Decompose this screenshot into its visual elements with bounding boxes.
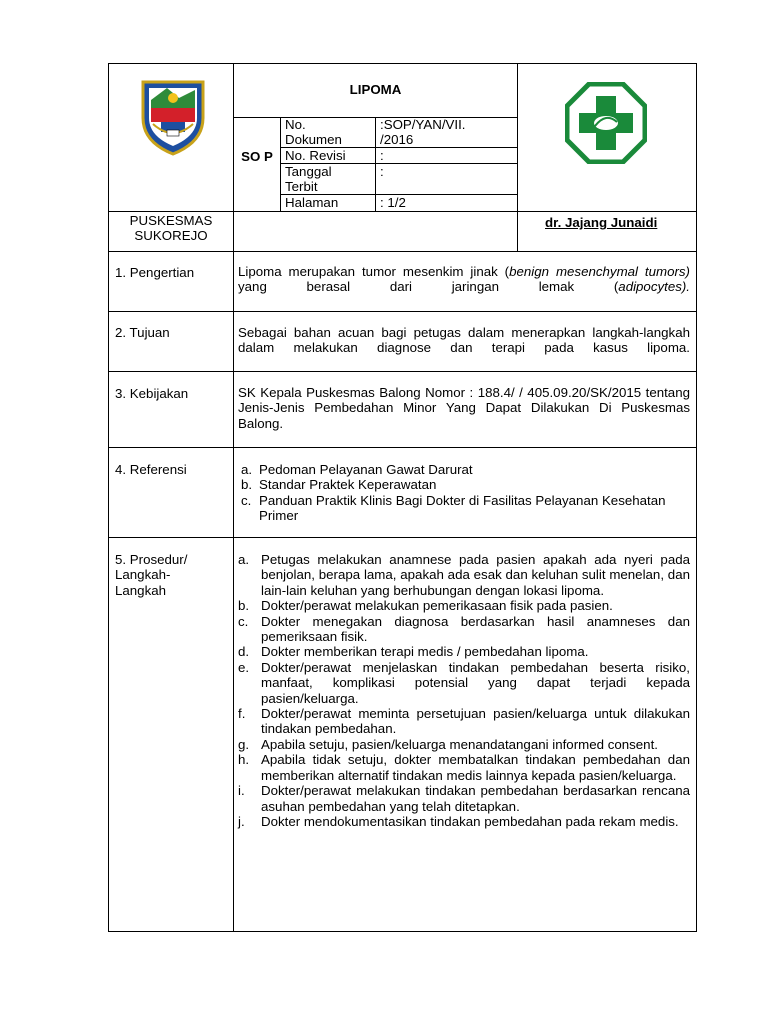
pengertian-text xyxy=(238,264,690,310)
list-item-text: Dokter memberikan terapi medis / pembedahan lipoma. xyxy=(261,644,589,660)
pengertian-text-c: yang berasal dari jaringan lemak ( xyxy=(238,279,619,295)
list-marker: c. xyxy=(238,613,249,629)
list-item-text: Petugas melakukan anamnese pada pasien apakah ada nyeri pada benjolan, berapa lama, apakah ada esak dan keluhan sulit menelan, dan lain-lain keluhan yang berhubungan dengan lokasi lipoma. xyxy=(261,552,690,598)
field-no-revisi-value: : xyxy=(380,148,384,163)
list-item-text: Panduan Praktik Klinis Bagi Dokter di Fasilitas Pelayanan Kesehatan Primer xyxy=(259,492,666,524)
tujuan-text: Sebagai bahan acuan bagi petugas dalam menerapkan langkah-langkah dalam melakukan diagnose dan terapi pada kasus lipoma. xyxy=(238,325,690,356)
section-label-referensi: 4. Referensi xyxy=(115,462,187,477)
prosedur-list xyxy=(238,552,690,829)
list-item-text: Pedoman Pelayanan Gawat Darurat xyxy=(259,462,473,477)
signatory-name xyxy=(545,215,695,230)
list-item-text: Dokter/perawat meminta persetujuan pasien/keluarga untuk dilakukan tindakan pembedahan. xyxy=(261,706,690,737)
signatory-text: dr. Jajang Junaidi xyxy=(545,215,658,230)
section-label-kebijakan: 3. Kebijakan xyxy=(115,386,189,401)
list-item-text: Dokter/perawat menjelaskan tindakan pembedahan beserta risiko, manfaat, komplikasi potensial yang dapat terjadi kepada pasien/keluarga. xyxy=(261,659,690,706)
regional-emblem-logo xyxy=(137,78,209,156)
sop-label: SO P xyxy=(241,149,273,164)
list-marker: c. xyxy=(241,492,252,508)
list-item xyxy=(241,462,681,477)
puskesmas-logo xyxy=(565,82,647,164)
pengertian-term-benign: benign mesenchymal tumors) xyxy=(509,264,690,279)
pengertian-text-a: Lipoma merupakan tumor mesenkim jinak ( xyxy=(238,264,510,279)
list-marker: h. xyxy=(238,752,250,768)
list-item-text: Dokter mendokumentasikan tindakan pembedahan pada rekam medis. xyxy=(261,813,679,829)
list-marker: b. xyxy=(238,598,250,614)
pengertian-term-adipocytes: adipocytes). xyxy=(618,279,690,295)
list-item xyxy=(238,783,690,814)
list-marker: e. xyxy=(238,659,250,675)
org-name: PUSKESMAS SUKOREJO xyxy=(129,213,213,244)
document-title: LIPOMA xyxy=(349,82,402,97)
list-marker: a. xyxy=(241,462,253,477)
list-item xyxy=(241,477,681,492)
list-marker: f. xyxy=(238,706,246,722)
list-item xyxy=(238,706,690,737)
field-tanggal-terbit-label: Tanggal Terbit xyxy=(285,164,332,195)
section-label-tujuan: 2. Tujuan xyxy=(115,325,170,340)
list-item xyxy=(238,614,690,645)
list-item xyxy=(238,752,690,783)
field-tanggal-terbit-value: : xyxy=(380,164,384,179)
field-halaman-value: : 1/2 xyxy=(380,195,406,210)
list-item xyxy=(238,552,690,598)
section-label-prosedur: 5. Prosedur/ Langkah- Langkah xyxy=(115,552,188,598)
list-item xyxy=(238,660,690,706)
section-label-pengertian: 1. Pengertian xyxy=(115,265,195,280)
list-item xyxy=(238,644,690,659)
list-marker: j. xyxy=(238,813,245,829)
list-item-text: Dokter/perawat melakukan tindakan pembedahan berdasarkan rencana asuhan pembedahan yang telah ditetapkan. xyxy=(261,783,690,814)
list-marker: a. xyxy=(238,552,250,567)
list-marker: d. xyxy=(238,644,250,660)
list-item-text: Standar Praktek Keperawatan xyxy=(259,477,437,493)
field-no-dokumen-label: No. Dokumen xyxy=(285,117,342,148)
referensi-list xyxy=(241,462,681,524)
list-item xyxy=(241,493,681,524)
list-item-text: Apabila setuju, pasien/keluarga menandatangani informed consent. xyxy=(261,736,658,752)
list-item xyxy=(238,814,690,829)
list-marker: g. xyxy=(238,736,250,752)
list-marker: b. xyxy=(241,477,253,493)
list-item-text: Dokter menegakan diagnosa berdasarkan hasil anamneses dan pemeriksaan fisik. xyxy=(261,613,690,645)
kebijakan-text: SK Kepala Puskesmas Balong Nomor : 188.4/ / 405.09.20/SK/2015 tentang Jenis-Jenis Pembedahan Minor Yang Dapat Dilakukan Di Puskesmas Balong. xyxy=(238,385,690,431)
field-no-revisi-label: No. Revisi xyxy=(285,148,346,163)
field-no-dokumen-value: :SOP/YAN/VII. /2016 xyxy=(380,117,466,148)
field-halaman-label: Halaman xyxy=(285,195,339,210)
list-item-text: Dokter/perawat melakukan pemerikasaan fisik pada pasien. xyxy=(261,598,613,614)
list-item xyxy=(238,598,690,613)
list-marker: i. xyxy=(238,783,245,799)
list-item-text: Apabila tidak setuju, dokter membatalkan tindakan pembedahan dan memberikan alternatif tindakan medis lainnya kepada pasien/keluarga. xyxy=(261,752,690,783)
list-item xyxy=(238,737,690,752)
